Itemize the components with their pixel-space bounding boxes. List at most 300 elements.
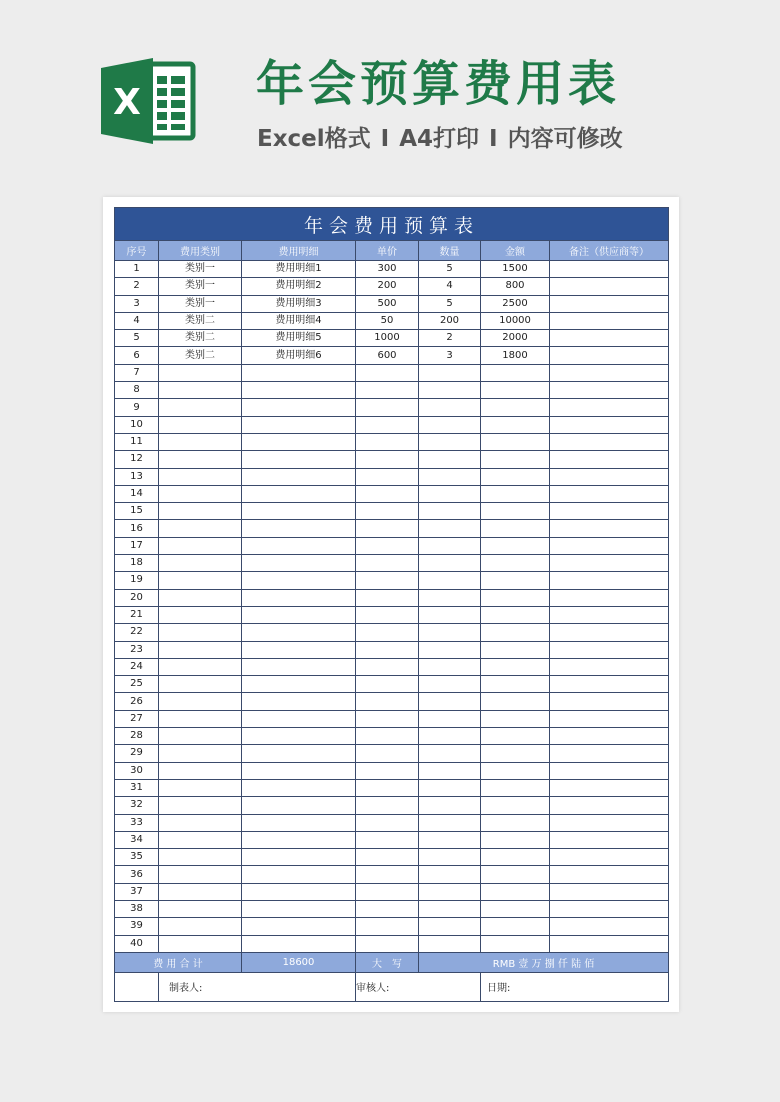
excel-logo-icon <box>101 58 199 144</box>
cell-category <box>159 779 242 796</box>
total-row <box>115 952 669 972</box>
cell-detail <box>242 451 356 468</box>
cell-category <box>159 382 242 399</box>
cell-amount <box>481 641 550 658</box>
cell-detail <box>242 710 356 727</box>
cell-amount: 1800 <box>481 347 550 364</box>
cell-amount <box>481 399 550 416</box>
upper-label: 大 写 <box>356 952 419 972</box>
cell-note <box>550 624 669 641</box>
cell-qty <box>419 728 481 745</box>
cell-category <box>159 710 242 727</box>
cell-qty <box>419 797 481 814</box>
page-title: 年会预算费用表 <box>256 56 621 112</box>
cell-detail <box>242 589 356 606</box>
cell-qty <box>419 399 481 416</box>
cell-no: 35 <box>115 849 159 866</box>
table-title: 年会费用预算表 <box>115 208 669 241</box>
cell-detail <box>242 918 356 935</box>
cell-amount <box>481 572 550 589</box>
table-row <box>115 537 669 554</box>
cell-amount <box>481 485 550 502</box>
cell-no: 33 <box>115 814 159 831</box>
cell-category <box>159 451 242 468</box>
cell-price: 50 <box>356 312 419 329</box>
cell-no: 9 <box>115 399 159 416</box>
cell-note <box>550 330 669 347</box>
table-row <box>115 849 669 866</box>
cell-amount <box>481 831 550 848</box>
cell-qty: 2 <box>419 330 481 347</box>
cell-category <box>159 866 242 883</box>
cell-amount <box>481 935 550 952</box>
cell-no: 28 <box>115 728 159 745</box>
cell-category: 类别二 <box>159 312 242 329</box>
cell-amount <box>481 762 550 779</box>
total-label: 费 用 合 计 <box>115 952 242 972</box>
table-row <box>115 624 669 641</box>
table-row <box>115 503 669 520</box>
table-row <box>115 710 669 727</box>
cell-no: 21 <box>115 606 159 623</box>
table-row <box>115 658 669 675</box>
cell-amount <box>481 451 550 468</box>
table-row <box>115 468 669 485</box>
cell-detail <box>242 745 356 762</box>
cell-detail <box>242 468 356 485</box>
cell-amount: 10000 <box>481 312 550 329</box>
cell-note <box>550 451 669 468</box>
cell-no: 11 <box>115 433 159 450</box>
cell-qty <box>419 468 481 485</box>
cell-note <box>550 312 669 329</box>
table-row <box>115 399 669 416</box>
cell-qty <box>419 693 481 710</box>
cell-qty: 3 <box>419 347 481 364</box>
cell-price <box>356 451 419 468</box>
cell-category <box>159 728 242 745</box>
cell-category <box>159 364 242 381</box>
cell-no: 26 <box>115 693 159 710</box>
cell-price <box>356 883 419 900</box>
table-row <box>115 520 669 537</box>
cell-no: 40 <box>115 935 159 952</box>
cell-no: 29 <box>115 745 159 762</box>
cell-note <box>550 762 669 779</box>
table-row <box>115 831 669 848</box>
cell-note <box>550 468 669 485</box>
cell-category <box>159 537 242 554</box>
cell-note <box>550 589 669 606</box>
cell-category <box>159 658 242 675</box>
cell-note <box>550 520 669 537</box>
cell-qty <box>419 451 481 468</box>
cell-amount <box>481 503 550 520</box>
cell-category: 类别一 <box>159 295 242 312</box>
cell-note <box>550 295 669 312</box>
cell-detail <box>242 624 356 641</box>
cell-price <box>356 433 419 450</box>
table-body <box>115 261 669 953</box>
cell-note <box>550 710 669 727</box>
cell-price <box>356 606 419 623</box>
cell-note <box>550 503 669 520</box>
cell-no: 18 <box>115 555 159 572</box>
cell-qty <box>419 918 481 935</box>
cell-no: 13 <box>115 468 159 485</box>
cell-qty <box>419 900 481 917</box>
table-row <box>115 745 669 762</box>
cell-amount <box>481 866 550 883</box>
cell-note <box>550 658 669 675</box>
cell-no: 36 <box>115 866 159 883</box>
cell-no: 32 <box>115 797 159 814</box>
cell-detail <box>242 364 356 381</box>
cell-no: 34 <box>115 831 159 848</box>
cell-qty <box>419 606 481 623</box>
cell-qty <box>419 485 481 502</box>
subtitle-format: Excel格式 <box>257 126 371 152</box>
cell-detail <box>242 693 356 710</box>
cell-detail <box>242 606 356 623</box>
cell-note <box>550 831 669 848</box>
cell-price <box>356 797 419 814</box>
cell-price <box>356 382 419 399</box>
logo-letter: X <box>113 82 141 123</box>
cell-amount <box>481 658 550 675</box>
cell-qty <box>419 433 481 450</box>
cell-no: 4 <box>115 312 159 329</box>
cell-price <box>356 537 419 554</box>
cell-qty: 200 <box>419 312 481 329</box>
cell-no: 5 <box>115 330 159 347</box>
cell-qty <box>419 935 481 952</box>
cell-note <box>550 900 669 917</box>
cell-detail <box>242 503 356 520</box>
cell-amount <box>481 883 550 900</box>
cell-price <box>356 728 419 745</box>
table-row <box>115 278 669 295</box>
cell-detail <box>242 797 356 814</box>
cell-note <box>550 537 669 554</box>
header-detail: 费用明细 <box>242 241 356 261</box>
cell-amount <box>481 900 550 917</box>
cell-note <box>550 779 669 796</box>
table-row <box>115 918 669 935</box>
cell-no: 39 <box>115 918 159 935</box>
table-row <box>115 295 669 312</box>
cell-category <box>159 572 242 589</box>
cell-amount <box>481 468 550 485</box>
cell-qty: 4 <box>419 278 481 295</box>
cell-category <box>159 468 242 485</box>
cell-qty <box>419 416 481 433</box>
cell-no: 37 <box>115 883 159 900</box>
cell-qty <box>419 710 481 727</box>
table-row <box>115 364 669 381</box>
cell-category <box>159 883 242 900</box>
cell-detail <box>242 676 356 693</box>
cell-note <box>550 866 669 883</box>
cell-category <box>159 797 242 814</box>
cell-price <box>356 416 419 433</box>
cell-price <box>356 555 419 572</box>
table-row <box>115 866 669 883</box>
cell-amount <box>481 520 550 537</box>
upper-value: RMB 壹 万 捌 仟 陆 佰 <box>419 952 669 972</box>
header-qty: 数量 <box>419 241 481 261</box>
cell-category <box>159 624 242 641</box>
cell-detail <box>242 555 356 572</box>
cell-note <box>550 745 669 762</box>
cell-price <box>356 399 419 416</box>
cell-qty: 5 <box>419 295 481 312</box>
cell-amount <box>481 416 550 433</box>
total-value: 18600 <box>242 952 356 972</box>
cell-price <box>356 589 419 606</box>
cell-category <box>159 589 242 606</box>
cell-qty <box>419 364 481 381</box>
cell-note <box>550 382 669 399</box>
cell-note <box>550 399 669 416</box>
cell-no: 3 <box>115 295 159 312</box>
signature-row <box>115 972 669 1001</box>
cell-amount <box>481 589 550 606</box>
table-row <box>115 935 669 952</box>
cell-amount <box>481 676 550 693</box>
cell-qty <box>419 624 481 641</box>
table-row <box>115 416 669 433</box>
cell-amount: 1500 <box>481 261 550 278</box>
cell-category <box>159 935 242 952</box>
cell-price <box>356 831 419 848</box>
cell-detail <box>242 382 356 399</box>
cell-detail: 费用明细4 <box>242 312 356 329</box>
cell-qty: 5 <box>419 261 481 278</box>
cell-qty <box>419 520 481 537</box>
cell-detail: 费用明细6 <box>242 347 356 364</box>
table-row <box>115 261 669 278</box>
cell-qty <box>419 503 481 520</box>
cell-amount <box>481 849 550 866</box>
cell-amount <box>481 710 550 727</box>
cell-price <box>356 676 419 693</box>
cell-detail <box>242 485 356 502</box>
cell-category: 类别一 <box>159 278 242 295</box>
cell-category <box>159 433 242 450</box>
cell-category: 类别二 <box>159 347 242 364</box>
table-row <box>115 762 669 779</box>
table-row <box>115 676 669 693</box>
cell-no: 27 <box>115 710 159 727</box>
cell-price <box>356 520 419 537</box>
cell-no: 1 <box>115 261 159 278</box>
cell-amount <box>481 537 550 554</box>
cell-price <box>356 641 419 658</box>
cell-category <box>159 555 242 572</box>
cell-detail: 费用明细2 <box>242 278 356 295</box>
cell-qty <box>419 555 481 572</box>
cell-detail <box>242 520 356 537</box>
cell-qty <box>419 676 481 693</box>
cell-no: 17 <box>115 537 159 554</box>
cell-detail <box>242 537 356 554</box>
cell-qty <box>419 589 481 606</box>
cell-amount <box>481 606 550 623</box>
cell-amount <box>481 797 550 814</box>
table-row <box>115 382 669 399</box>
cell-note <box>550 797 669 814</box>
budget-sheet <box>103 197 679 1012</box>
cell-detail <box>242 831 356 848</box>
cell-no: 8 <box>115 382 159 399</box>
cell-price: 600 <box>356 347 419 364</box>
table-row <box>115 485 669 502</box>
cell-detail <box>242 641 356 658</box>
cell-no: 31 <box>115 779 159 796</box>
cell-note <box>550 814 669 831</box>
table-row <box>115 814 669 831</box>
table-row <box>115 451 669 468</box>
cell-price <box>356 866 419 883</box>
cell-amount <box>481 555 550 572</box>
cell-no: 23 <box>115 641 159 658</box>
cell-no: 16 <box>115 520 159 537</box>
cell-category <box>159 745 242 762</box>
cell-no: 12 <box>115 451 159 468</box>
cell-qty <box>419 382 481 399</box>
cell-detail <box>242 433 356 450</box>
cell-qty <box>419 779 481 796</box>
table-row <box>115 433 669 450</box>
cell-category <box>159 503 242 520</box>
cell-price <box>356 468 419 485</box>
table-row <box>115 728 669 745</box>
cell-price <box>356 364 419 381</box>
cell-price <box>356 814 419 831</box>
table-row <box>115 555 669 572</box>
cell-detail <box>242 416 356 433</box>
subtitle <box>257 122 677 156</box>
cell-category <box>159 676 242 693</box>
cell-detail: 费用明细5 <box>242 330 356 347</box>
cell-category <box>159 416 242 433</box>
cell-amount <box>481 382 550 399</box>
table-header-row <box>115 241 669 261</box>
cell-amount <box>481 814 550 831</box>
cell-qty <box>419 849 481 866</box>
cell-no: 22 <box>115 624 159 641</box>
maker-label: 制表人: <box>159 972 356 1001</box>
cell-qty <box>419 641 481 658</box>
cell-note <box>550 485 669 502</box>
cell-detail: 费用明细3 <box>242 295 356 312</box>
cell-amount <box>481 624 550 641</box>
cell-price <box>356 624 419 641</box>
cell-qty <box>419 866 481 883</box>
cell-note <box>550 347 669 364</box>
cell-price: 200 <box>356 278 419 295</box>
cell-no: 2 <box>115 278 159 295</box>
table-row <box>115 641 669 658</box>
cell-detail: 费用明细1 <box>242 261 356 278</box>
cell-price <box>356 762 419 779</box>
cell-detail <box>242 849 356 866</box>
subtitle-print: A4打印 <box>399 126 480 152</box>
reviewer-label: 审核人: <box>356 972 481 1001</box>
header-price: 单价 <box>356 241 419 261</box>
table-row <box>115 779 669 796</box>
cell-price <box>356 485 419 502</box>
cell-price <box>356 935 419 952</box>
cell-detail <box>242 900 356 917</box>
cell-note <box>550 728 669 745</box>
cell-qty <box>419 883 481 900</box>
cell-category: 类别二 <box>159 330 242 347</box>
cell-note <box>550 918 669 935</box>
cell-no: 38 <box>115 900 159 917</box>
cell-no: 20 <box>115 589 159 606</box>
cell-price: 1000 <box>356 330 419 347</box>
cell-detail <box>242 866 356 883</box>
cell-price: 500 <box>356 295 419 312</box>
cell-amount <box>481 745 550 762</box>
cell-amount: 2000 <box>481 330 550 347</box>
table-row <box>115 693 669 710</box>
header-category: 费用类别 <box>159 241 242 261</box>
cell-detail <box>242 762 356 779</box>
cell-note <box>550 935 669 952</box>
cell-no: 30 <box>115 762 159 779</box>
cell-amount <box>481 364 550 381</box>
cell-detail <box>242 572 356 589</box>
cell-price <box>356 745 419 762</box>
cell-price <box>356 900 419 917</box>
cell-qty <box>419 537 481 554</box>
cell-amount <box>481 779 550 796</box>
cell-amount <box>481 918 550 935</box>
cell-category: 类别一 <box>159 261 242 278</box>
cell-price <box>356 779 419 796</box>
subtitle-edit: 内容可修改 <box>507 126 623 152</box>
cell-category <box>159 399 242 416</box>
cell-qty <box>419 658 481 675</box>
cell-no: 14 <box>115 485 159 502</box>
cell-note <box>550 693 669 710</box>
cell-category <box>159 831 242 848</box>
cell-category <box>159 762 242 779</box>
table-row <box>115 606 669 623</box>
cell-note <box>550 416 669 433</box>
cell-qty <box>419 831 481 848</box>
cell-note <box>550 849 669 866</box>
cell-note <box>550 606 669 623</box>
header-no: 序号 <box>115 241 159 261</box>
cell-detail <box>242 399 356 416</box>
cell-note <box>550 261 669 278</box>
cell-qty <box>419 745 481 762</box>
cell-detail <box>242 814 356 831</box>
cell-note <box>550 572 669 589</box>
table-row <box>115 589 669 606</box>
cell-no: 7 <box>115 364 159 381</box>
cell-no: 15 <box>115 503 159 520</box>
table-title-row <box>115 208 669 241</box>
cell-price <box>356 710 419 727</box>
cell-no: 6 <box>115 347 159 364</box>
cell-price <box>356 572 419 589</box>
table-row <box>115 797 669 814</box>
